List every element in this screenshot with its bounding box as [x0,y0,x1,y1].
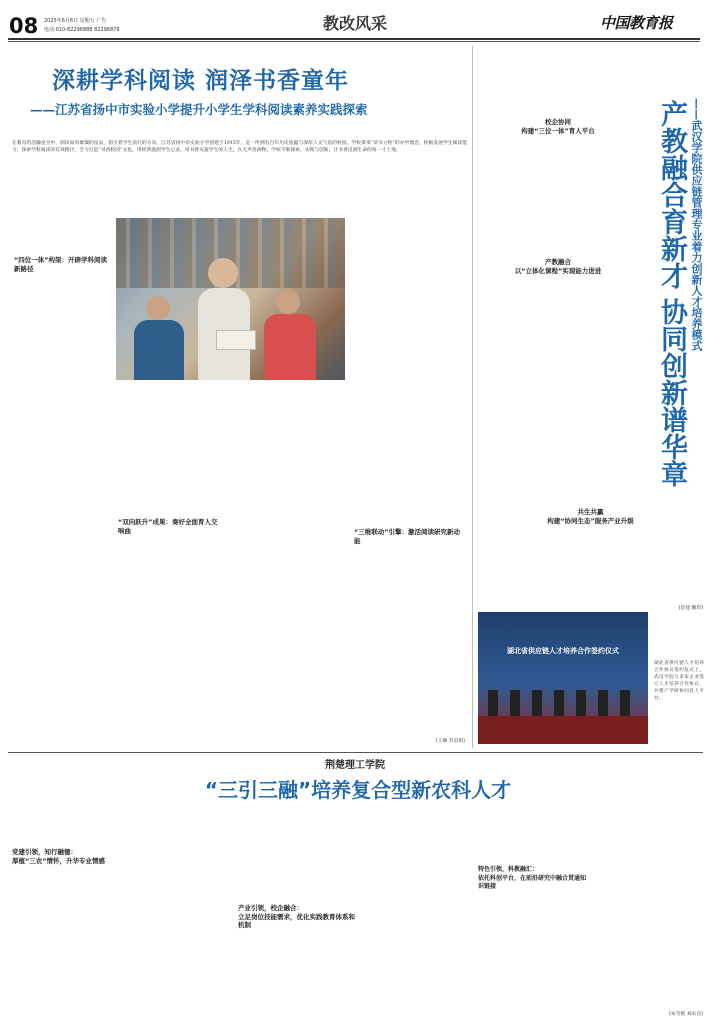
article3-col1-top [12,758,112,844]
article2-col3 [478,532,703,604]
article3-col5-top [478,808,586,862]
column-divider [472,46,473,748]
article2-col1 [478,140,638,254]
article1-section1-heading: “四位一体”构架：开辟学科阅读新路径 [14,256,108,273]
article3-col3-top [236,808,354,900]
section-title: 教改风采 [322,14,387,33]
article3-kicker: 荆楚理工学院 [325,760,385,771]
article3-section3-heading: 特色引领，科教融汇： 依托科创平台，在前沿研究中融合贯通知识链接 [478,866,587,890]
masthead-logo: 中国教育报 [600,14,673,32]
article1-title: 深耕学科阅读 润泽书香童年 [52,68,350,94]
photo-book [216,330,256,350]
article2-col2 [478,280,638,500]
article2-photo [478,612,648,744]
article3-author: (朱雪艳 刘永昌) [668,1012,703,1017]
article1-col3 [233,386,345,746]
photo-teacher [208,258,238,288]
article3-col6 [592,808,703,1008]
header-rule-thin [8,41,700,42]
section-divider [8,752,703,753]
article1-subtitle: ——江苏省扬中市实验小学提升小学生学科阅读素养实践探索 [30,102,368,117]
article3-col3 [236,934,354,1020]
article1-lead: 在教育的浩瀚星空中，阅读如同璀璨的星辰，指引着学生前行的方向。江苏省扬中市实验小学创建于1915年，是一所拥有百年历史底蕴与深厚人文气息的校园。学校秉承“读书立校”的办学理念，积极发展学生阅读能力，探索学科阅读的有效路径，全力打造“书香校园”文化，用经典滋润学生心灵，用书香充盈学生的人生。在无声处润物。学校不断探索，实践与创新，让书香浸润生命的每一寸土地。 [12,141,467,154]
photo-banner: 湖北省供应链人才培养合作签约仪式 [507,647,619,655]
article1-col2b [116,540,226,746]
article1-col4b [352,550,465,736]
article1-author: (王琳 苏双娟) [435,739,465,744]
photo-child-body [264,314,316,380]
article2-col1-top [478,46,638,108]
article2-author: (范建 鹏琪) [678,606,703,611]
photo-child [276,290,300,314]
article3-col5 [478,894,586,1020]
article1-col1 [12,276,110,746]
header-rule [8,38,700,40]
photo-people [488,690,638,716]
article3-col2 [118,808,230,1020]
article1-photo [116,218,345,380]
article3-col4 [360,808,472,1020]
date-line: 2025年6月6日 星期五 广告 [44,18,107,24]
article2-photo-caption: 湖北省供应链人才培养合作协议签约仪式上，武汉学院与多家企业签订人才培养合作协议，共建产学研协同育人平台。 [654,661,704,701]
article3-section1-heading: 党建引领，知行融德： 厚植“三农”情怀，升华专业情感 [12,848,106,865]
photo-child-body [134,320,184,380]
page-header [0,0,707,44]
article1-col1-top [12,218,110,242]
photo-table [478,716,648,744]
article2-section3-heading: 共生共赢 构建“协同生态”服务产业升级 [547,508,634,525]
article3-section2-heading: 产业引领，校企融合： 立足岗位技能需求，优化实践教育体系和机制 [238,904,355,929]
article1-col4 [352,218,465,524]
article1-section2-heading: “双向跃升”成果：奏好全面育人交响曲 [118,518,218,535]
article2-section1-heading: 校企协同 构建“三位一体”育人平台 [521,118,595,135]
phone-line: 电话:010-82296888 82296879 [44,27,120,33]
article3-title: “三引三融”培养复合型新农科人才 [204,778,512,802]
article3-col1 [12,870,112,1020]
article1-col2 [116,386,226,514]
article2-title: 产教融合育新才 协同创新谱华章 [656,100,687,488]
page-number: 08 [9,14,39,38]
article2-subtitle: ——武汉学院供应链管理专业着力创新人才培养模式 [690,98,703,351]
photo-child [146,296,170,320]
article1-section3-heading: “三维联动”引擎：激活阅读研究新动能 [354,528,461,545]
article2-section2-heading: 产教融合 以“立体化课程”实现能力进进 [514,258,602,275]
